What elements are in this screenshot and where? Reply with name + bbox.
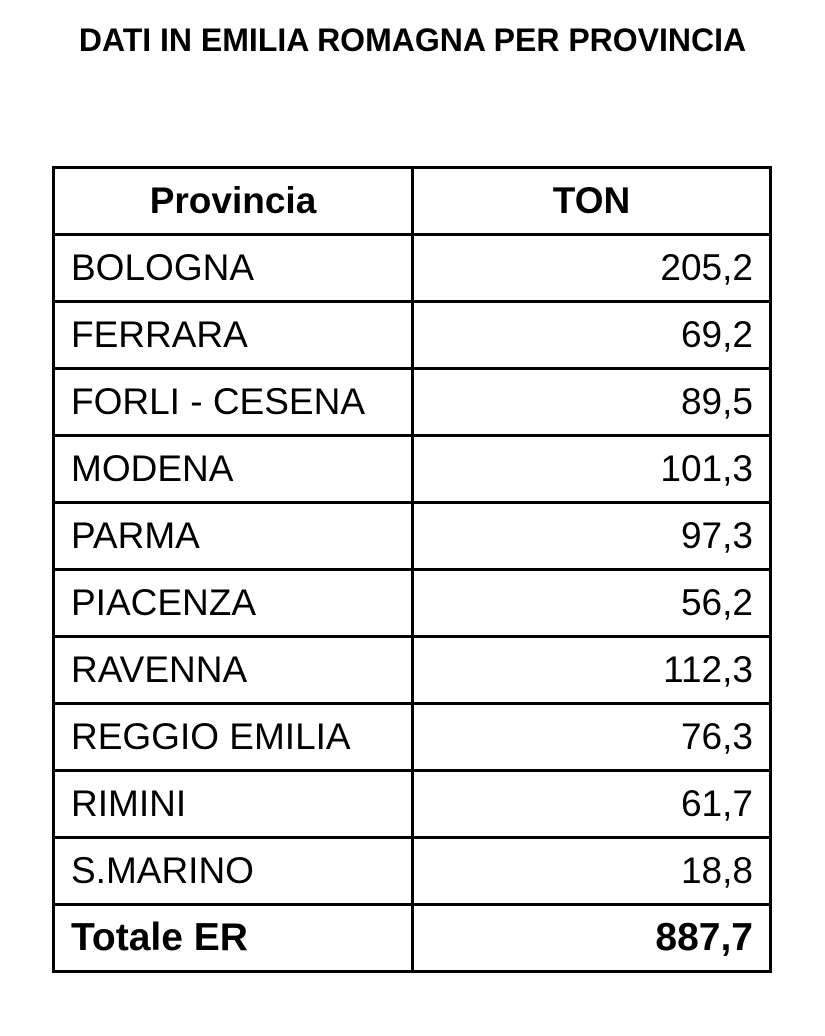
ton-cell: 89,5: [413, 369, 771, 436]
provincia-cell: PARMA: [54, 503, 413, 570]
provincia-cell: FERRARA: [54, 302, 413, 369]
provincia-cell: MODENA: [54, 436, 413, 503]
ton-cell: 205,2: [413, 235, 771, 302]
ton-cell: 97,3: [413, 503, 771, 570]
page-title: DATI IN EMILIA ROMAGNA PER PROVINCIA: [78, 22, 747, 58]
table-row: [54, 436, 771, 503]
provincia-cell: REGGIO EMILIA: [54, 704, 413, 771]
column-header-ton: TON: [413, 168, 771, 235]
table-header-row: [54, 168, 771, 235]
province-table: [52, 166, 772, 973]
table-row: [54, 771, 771, 838]
table-row: [54, 503, 771, 570]
table-row: [54, 838, 771, 905]
table-row: [54, 570, 771, 637]
ton-cell: 76,3: [413, 704, 771, 771]
provincia-cell: PIACENZA: [54, 570, 413, 637]
ton-cell: 69,2: [413, 302, 771, 369]
ton-cell: 56,2: [413, 570, 771, 637]
table-row: [54, 369, 771, 436]
total-label: Totale ER: [54, 905, 413, 972]
table-row: [54, 637, 771, 704]
total-value: 887,7: [413, 905, 771, 972]
ton-cell: 112,3: [413, 637, 771, 704]
table-row: [54, 302, 771, 369]
provincia-cell: FORLI - CESENA: [54, 369, 413, 436]
total-row: [54, 905, 771, 972]
provincia-cell: BOLOGNA: [54, 235, 413, 302]
ton-cell: 18,8: [413, 838, 771, 905]
table-row: [54, 235, 771, 302]
ton-cell: 101,3: [413, 436, 771, 503]
table-row: [54, 704, 771, 771]
provincia-cell: S.MARINO: [54, 838, 413, 905]
provincia-cell: RAVENNA: [54, 637, 413, 704]
ton-cell: 61,7: [413, 771, 771, 838]
column-header-provincia: Provincia: [54, 168, 413, 235]
provincia-cell: RIMINI: [54, 771, 413, 838]
